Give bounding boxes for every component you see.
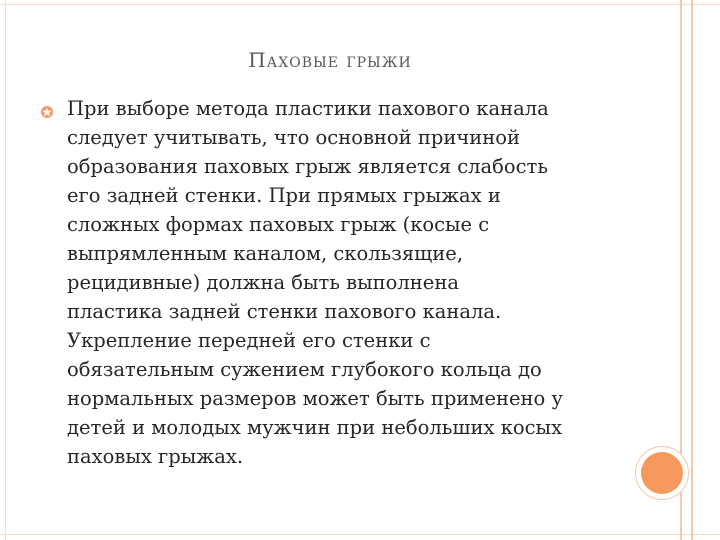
body-line: пластика задней стенки пахового канала. xyxy=(67,300,502,323)
slide-title: Паховые грыжи xyxy=(248,48,412,72)
body-line: его задней стенки. При прямых грыжах и xyxy=(67,184,501,207)
frame-left-line xyxy=(5,0,6,540)
body-line: паховых грыжах. xyxy=(67,445,244,468)
body-line: образования паховых грыж является слабость xyxy=(67,155,548,178)
frame-bottom-line xyxy=(0,534,720,535)
body-line: обязательным сужением глубокого кольца до xyxy=(67,358,542,381)
decorative-rule-right xyxy=(691,0,693,540)
body-paragraph xyxy=(67,94,637,471)
decorative-circle xyxy=(641,452,683,494)
body-line: При выборе метода пластики пахового канала xyxy=(67,97,549,120)
body-line: рецидивные) должна быть выполнена xyxy=(67,271,459,294)
body-line: Укрепление передней его стенки с xyxy=(67,329,431,352)
orange-star-bullet-icon xyxy=(40,105,54,119)
body-line: детей и молодых мужчин при небольших косых xyxy=(67,416,563,439)
body-line: нормальных размеров может быть применено у xyxy=(67,387,563,410)
frame-top-line xyxy=(0,4,720,5)
body-line: выпрямленным каналом, скользящие, xyxy=(67,242,464,265)
body-line: следует учитывать, что основной причиной xyxy=(67,126,520,149)
body-line: сложных формах паховых грыж (косые с xyxy=(67,213,490,236)
